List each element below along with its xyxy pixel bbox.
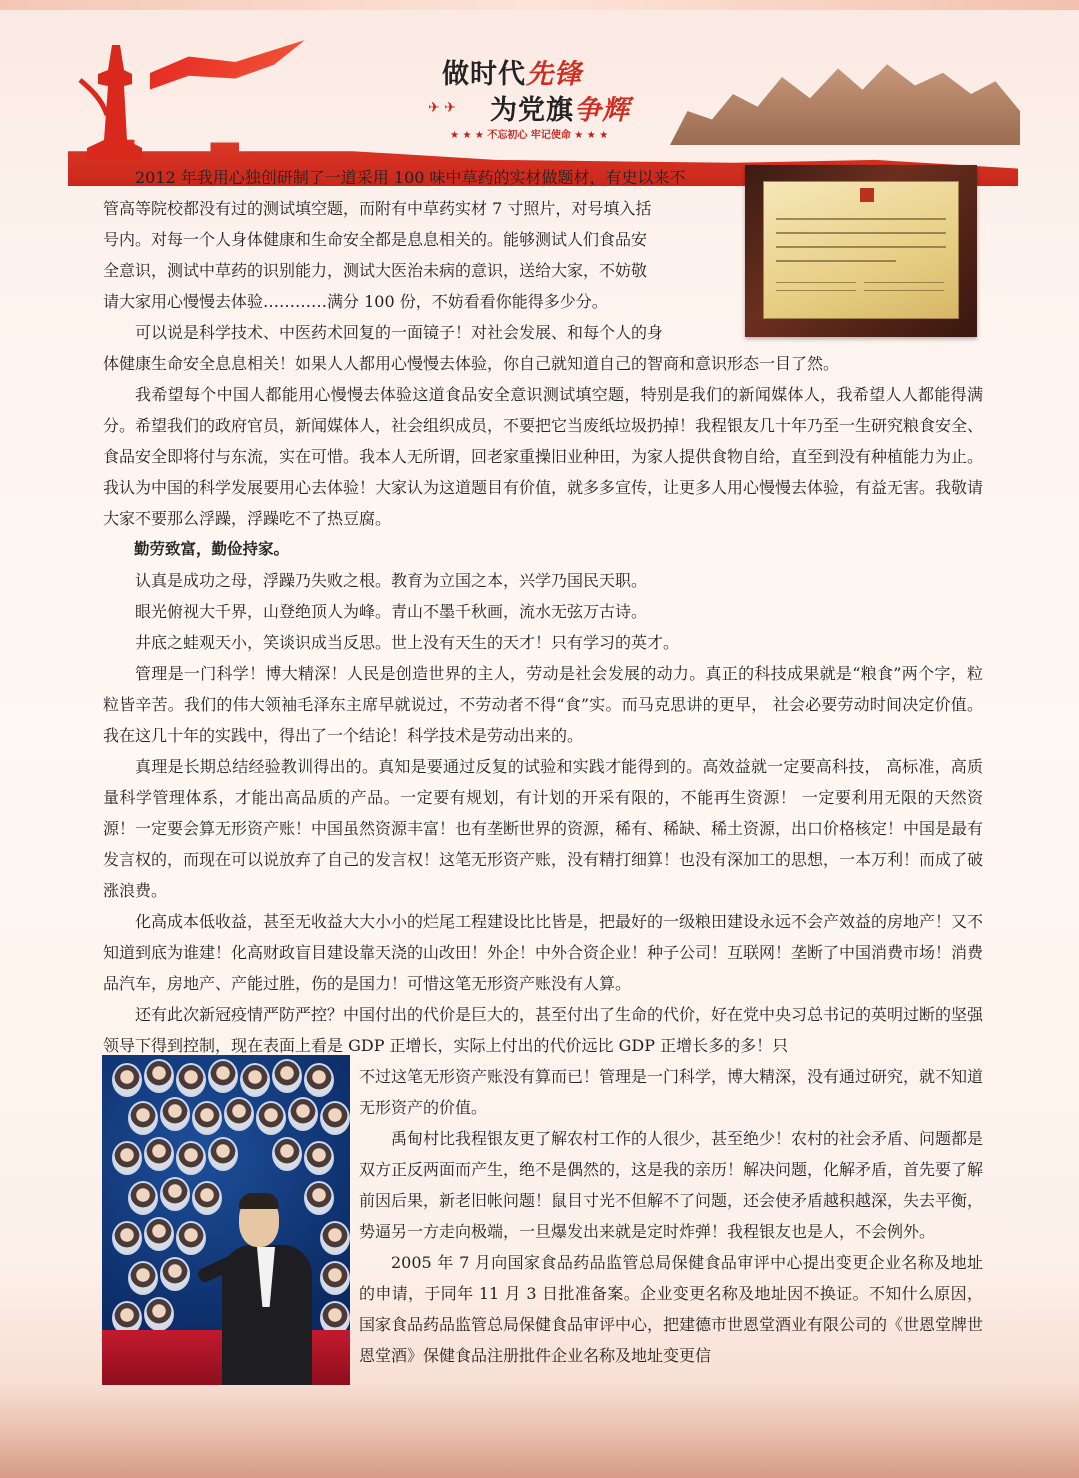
intro-line: 管高等院校都没有过的测试填空题，而附有中草药实材 7 寸照片，对号填入括 <box>103 199 652 218</box>
portrait-photo <box>102 1055 350 1385</box>
cost-paragraph: 化高成本低收益，甚至无收益大大小小的烂尾工程建设比比皆是，把最好的一级粮田建设永远不会产效益的房地产！又不知道到底为谁建！化高财政盲目建设靠天浇的山改田！外企！中外合资企业！种子公司！互联网！垄断了中国消费市场！消费品汽车，房地产、产能过胜，伤的是国力！可惜这笔无形资产账没有人算。 <box>103 912 984 993</box>
registration-paragraph: 2005 年 7 月向国家食品药品监管总局保健食品审评中心提出变更企业名称及地址的申请，于同年 11 月 3 日批准备案。企业变更名称及地址因不换证。不知什么原因，国家食品药品监管总局保健食品审评中心，把建德市世恩堂酒业有限公司的《世恩堂牌世恩堂酒》保健食品注册批件企业名称及地址变更信 <box>359 1253 984 1365</box>
mirror-line-1: 可以说是科学技术、中医药术回复的一面镜子！对社会发展、和每个人的身 <box>135 323 664 342</box>
slogan-line-1: 做时代先锋 <box>442 59 582 90</box>
section-heading: 勤劳致富，勤俭持家。 <box>134 540 290 558</box>
intro-line: 2012 年我用心独创研制了一道采用 100 味中草药的实材做题材，有史以来不 <box>135 168 686 187</box>
mirror-line-2: 体健康生命安全息息相关！如果人人都用心慢慢去体验，你自己就知道自己的智商和意识形态一目了然。 <box>103 354 840 373</box>
top-decor-strip <box>0 0 1079 10</box>
header-banner <box>50 30 1030 165</box>
rural-paragraph: 禹甸村比我程银友更了解农村工作的人很少，甚至绝少！农村的社会矛盾、问题都是双方正反两面而产生，绝不是偶然的，这是我的亲历！解决问题，化解矛盾，首先要了解前因后果，新老旧帐问题！鼠目寸光不但解不了问题，还会使矛盾越积越深，失去平衡，势逼另一方走向极端，一旦爆发出来就是定时炸弹！我程银友也是人，不会例外。 <box>359 1129 984 1241</box>
sub-slogan: ★ ★ ★ 不忘初心 牢记使命 ★ ★ ★ <box>450 130 609 141</box>
monument-icon <box>72 40 157 160</box>
intro-line: 号内。对每一个人身体健康和生命安全都是息息相关的。能够测试人们食品安 <box>103 230 648 249</box>
sculpture-graphic <box>670 60 1020 145</box>
maxim-line: 眼光俯视大千界，山登绝顶人为峰。青山不墨千秋画，流水无弦万古诗。 <box>135 602 648 621</box>
red-flag-graphic <box>150 40 305 95</box>
hope-paragraph: 我希望每个中国人都能用心慢慢去体验这道食品安全意识测试填空题，特别是我们的新闻媒体人，我希望人人都能得满分。希望我们的政府官员，新闻媒体人，社会组织成员，不要把它当废纸垃圾扔掉！我程银友几十年乃至一生研究粮食安全、食品安全即将付与东流，实在可惜。我本人无所谓，回老家重操旧业种田，为家人提供食物自给，直至到没有种植能力为止。我认为中国的科学发展要用心去体验！大家认为这道题目有价值，就多多宣传，让更多人用心慢慢去体验，有益无害。我敬请大家不要那么浮躁，浮躁吃不了热豆腐。 <box>103 385 984 528</box>
maxim-line: 井底之蛙观天小，笑谈识成当反思。世上没有天生的天才！只有学习的英才。 <box>135 633 680 652</box>
intro-line: 请大家用心慢慢去体验…………满分 100 份，不妨看看你能得多少分。 <box>103 292 608 311</box>
management-paragraph: 管理是一门科学！博大精深！人民是创造世界的主人，劳动是社会发展的动力。真正的科技成果就是“粮食”两个字，粒粒皆辛苦。我们的伟大领袖毛泽东主席早就说过，不劳动者不得“食”实。而马克思讲的更早， 社会必要劳动时间决定价值。我在这几十年的实践中，得出了一个结论！科学技术是劳动出来的。 <box>103 664 983 745</box>
birds-icon: ✈ ✈ <box>428 100 456 116</box>
intro-line: 全意识，测试中草药的识别能力，测试大医治未病的意识，送给大家，不妨敬 <box>103 261 648 280</box>
covid-paragraph-continued: 不过这笔无形资产账没有算而已！管理是一门科学，博大精深，没有通过研究，就不知道无形资产的价值。 <box>359 1067 984 1117</box>
maxim-line: 认真是成功之母，浮躁乃失败之根。教育为立国之本，兴学乃国民天职。 <box>135 571 648 590</box>
footer-decor <box>0 1383 1079 1478</box>
truth-paragraph: 真理是长期总结经验教训得出的。真知是要通过反复的试验和实践才能得到的。高效益就一定要高科技， 高标准，高质量科学管理体系，才能出高品质的产品。一定要有规划，有计划的开采有限的，不能再生资源！ 一定要利用无限的天然资源！一定要会算无形资产账！中国虽然资源丰富！也有垄断世界的资源，稀有、稀缺、稀土资源，出口价格核定！中国是最有发言权的，而现在可以说放弃了自己的发言权！这笔无形资产账，没有精打细算！也没有深加工的思想，一本万利！而成了破涨浪费。 <box>103 757 984 900</box>
covid-paragraph: 还有此次新冠疫情严防严控？中国付出的代价是巨大的，甚至付出了生命的代价，好在党中央习总书记的英明过断的坚强领导下得到控制，现在表面上看是 GDP 正增长，实际上付出的代价远比 GDP 正增长多的多！只 <box>103 1005 984 1055</box>
slogan-line-2: 为党旗争辉 <box>490 95 630 126</box>
